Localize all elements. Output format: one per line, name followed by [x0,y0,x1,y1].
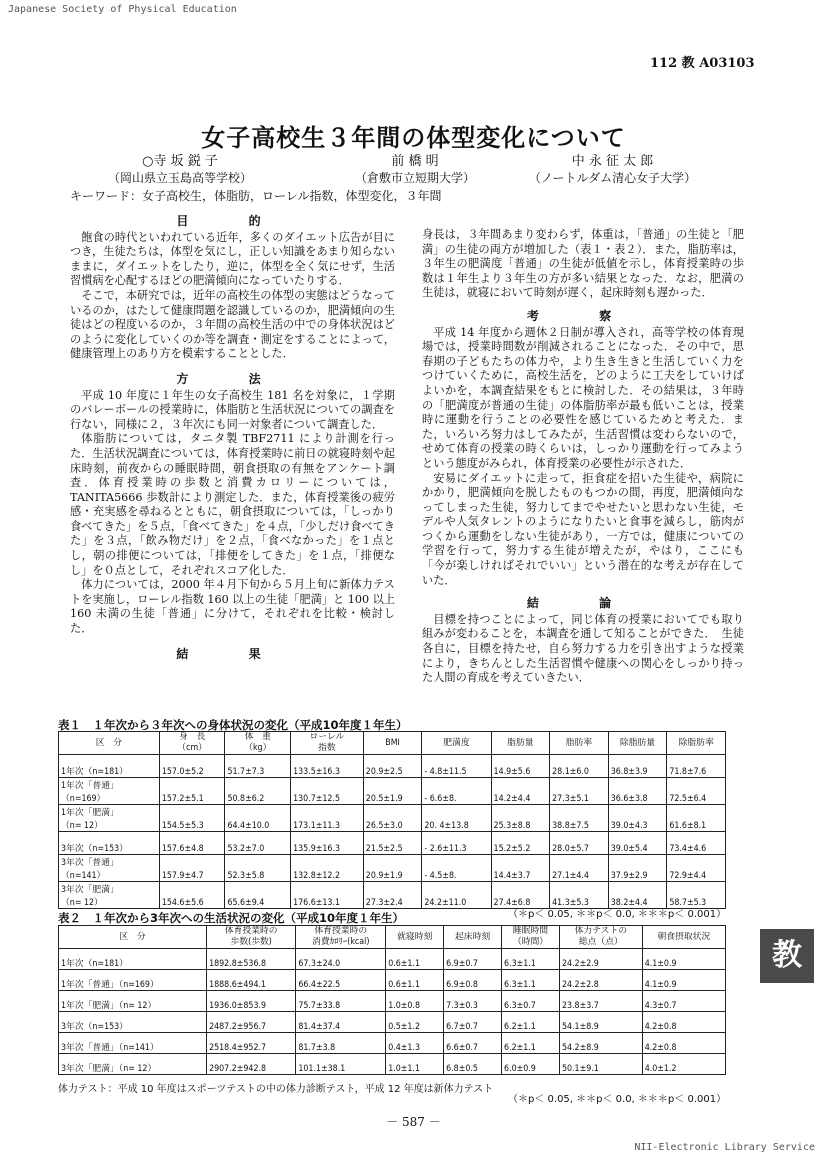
table1 [58,731,726,909]
data-cell: 50.1±9.1 [559,1054,642,1075]
data-cell: 157.0±5.2 [159,755,225,778]
table2-caption: 表２ １年次から3年次への生活状況の変化（平成10年度１年生） [58,911,405,925]
data-cell: 24.2±2.9 [559,949,642,970]
data-cell: 27.3±2.4 [363,882,422,909]
data-cell: 6.3±1.1 [502,949,560,970]
table1-header-cell: 脂肪率 [550,732,609,755]
table-row [59,949,726,970]
table1-header-cell: BMI [363,732,422,755]
data-cell: 50.8±6.2 [225,778,291,805]
data-cell: 4.2±0.8 [642,1033,725,1054]
page-number: － 587 － [386,1115,441,1129]
purpose-paragraph: 飽食の時代といわれている近年，多くのダイエット広告が目につき，生徒たちは，体型を気にし，正しい知識をあまり知らないままに，ダイエットをしたり，逆に，体型を全く気にせず，生活習慣病を心配するほどの肥満傾向になっていたりする． [70,230,395,288]
data-cell: 154.5±5.3 [159,805,225,832]
data-cell: 133.5±16.3 [291,755,364,778]
method-paragraph: 平成 10 年度に１年生の女子高校生 181 名を対象に，１学期のバレーボールの授業時に，体脂肪と生活状況についての調査を行ない，同様に２，３年次にも同一対象者について調査した． [70,388,395,431]
author-3 [505,150,720,186]
data-cell: - 6.6±8. [422,778,491,805]
author-1 [90,150,270,186]
data-cell: 81.7±3.8 [296,1033,386,1054]
row-label: 1年次（n=181） [59,949,207,970]
abstract-code: 112 教 A03103 [650,56,755,71]
data-cell: 6.3±0.7 [502,991,560,1012]
data-cell: - 4.8±11.5 [422,755,491,778]
data-cell: 25.3±8.8 [491,805,550,832]
data-cell: 4.3±0.7 [642,991,725,1012]
data-cell: 6.7±0.7 [444,1012,502,1033]
row-label: 1年次「肥満」（n= 12） [59,991,207,1012]
data-cell: 2907.2±942.8 [207,1054,296,1075]
author-1-affiliation: （岡山県立玉島高等学校） [107,171,252,185]
method-paragraph: 体脂肪については，タニタ製 TBF2711 により計測を行った．生活状況調査については，体育授業時に前日の就寝時刻や起床時刻，前夜からの睡眠時間，朝食摂取の有無をアンケート調査．体育授業時の歩数と消費カロリーについては，TANITA5666 歩数計により測定した．また，体育授業後の疲労感・充実感を尋ねるとともに，朝食摂取については，「しっかり食べてきた」を５点，「食べてきた」を４点，「少しだけ食べてきた」を３点，「飲み物だけ」を２点，「食べなかった」を１点とし，朝の排便については，「排便をしてきた」を１点，「排便なし」を０点として，それぞれスコア化した． [70,432,395,577]
discussion-paragraph: 安易にダイエットに走って，拒食症を招いた生徒や，病院にかかり，肥満傾向を脱したものもつかの間，再度，肥満傾向なってしまった生徒，努力してまでやせたいと思わない生徒，モデルや人気タレントのようになりたいと食事を減らし，筋肉がつくから運動をしない生徒があり，一方では，健康についての学習を行って，努力する生徒が増えたが，やはり，ここにも「今が楽しければそれでいい」という潜在的な考えが存在していた． [422,471,744,587]
data-cell: 4.1±0.9 [642,949,725,970]
purpose-heading: 目 的 [176,214,289,228]
author-2-affiliation: （倉敷市立短期大学） [354,171,475,185]
method-heading: 方 法 [176,371,289,386]
row-label: 3年次「肥満」 （n= 12） [59,882,160,909]
right-column [422,228,744,686]
purpose-paragraph: そこで，本研究では，近年の高校生の体型の実態はどうなっているのか，はたして健康問題を認識しているのか，肥満傾向の生徒はどの程度いるのか，３年間の高校生活の中での身体状況はどのように変化していくのか等を調査・測定をすることによって，健康管理上のあり方を模索することとした． [70,288,395,361]
table-row [59,991,726,1012]
data-cell: 1.0±1.1 [386,1054,444,1075]
data-cell: 28.0±5.7 [550,832,609,855]
table1-header-cell: ローレル 指数 [291,732,364,755]
row-label: 1年次（n=181） [59,755,160,778]
table-row [59,1054,726,1075]
data-cell: 54.1±8.9 [559,1012,642,1033]
table2 [58,925,726,1075]
author-1-name: ○寺 坂 鋭 子 [142,154,218,169]
table-row [59,778,726,805]
table1-header-row [59,732,726,755]
data-cell: 157.6±4.8 [159,832,225,855]
data-cell: 72.9±4.4 [667,855,726,882]
data-cell: 39.0±5.4 [608,832,667,855]
data-cell: 7.3±0.3 [444,991,502,1012]
data-cell: 21.5±2.5 [363,832,422,855]
data-cell: 4.2±0.8 [642,1012,725,1033]
table2-header-cell: 就寝時刻 [386,926,444,949]
data-cell: - 2.6±11.3 [422,832,491,855]
row-label: 1年次「普通」（n=169） [59,970,207,991]
table-row [59,805,726,832]
data-cell: 53.2±7.0 [225,832,291,855]
table-row [59,755,726,778]
row-label: 3年次（n=153） [59,1012,207,1033]
data-cell: 101.1±38.1 [296,1054,386,1075]
data-cell: 14.2±4.4 [491,778,550,805]
table-row [59,970,726,991]
data-cell: 23.8±3.7 [559,991,642,1012]
data-cell: 65.6±9.4 [225,882,291,909]
table1-caption: 表１ １年次から３年次への身体状況の変化（平成10年度１年生） [58,718,408,732]
discussion-heading: 考 察 [526,308,640,323]
data-cell: 20.5±1.9 [363,778,422,805]
data-cell: 20. 4±13.8 [422,805,491,832]
conclusion-heading: 結 論 [526,596,640,611]
keywords: キーワード：女子高校生，体脂肪，ローレル指数，体型変化，３年間 [70,189,442,203]
table1-header-cell: 身 長 （cm） [159,732,225,755]
data-cell: 0.6±1.1 [386,949,444,970]
data-cell: 176.6±13.1 [291,882,364,909]
row-label: 1年次「普通」 （n=169） [59,778,160,805]
data-cell: 1892.8±536.8 [207,949,296,970]
data-cell: 28.1±6.0 [550,755,609,778]
footer-service: NII-Electronic Library Service [634,1142,815,1153]
data-cell: 15.2±5.2 [491,832,550,855]
data-cell: 6.3±1.1 [502,970,560,991]
data-cell: 24.2±11.0 [422,882,491,909]
table2-header-cell: 朝食摂取状況 [642,926,725,949]
table2-header-cell: 起床時刻 [444,926,502,949]
row-label: 3年次（n=153） [59,832,160,855]
data-cell: 0.4±1.3 [386,1033,444,1054]
data-cell: 26.5±3.0 [363,805,422,832]
data-cell: 27.1±4.4 [550,855,609,882]
data-cell: 36.8±3.9 [608,755,667,778]
table-row [59,1012,726,1033]
table2-header-cell: 区 分 [59,926,207,949]
table2-header-cell: 体育授業時の 消費ｶﾛﾘｰ(kcal) [296,926,386,949]
table2-footnote: 体力テスト：平成 10 年度はスポーツテストの中の体力診断テスト，平成 12 年度は新体力テスト [58,1084,494,1095]
method-paragraph: 体力については，2000 年４月下旬から５月上旬に新体力テストを実施し，ローレル指数 160 以上の生徒「肥満」と 100 以上 160 未満の生徒「普通」に分けて，それぞれを比較・検討した． [70,578,395,636]
data-cell: 6.2±1.1 [502,1012,560,1033]
data-cell: 27.4±6.8 [491,882,550,909]
data-cell: 51.7±7.3 [225,755,291,778]
results-heading: 結 果 [176,646,289,661]
row-label: 3年次「普通」（n=141） [59,1033,207,1054]
data-cell: 81.4±37.4 [296,1012,386,1033]
data-cell: 20.9±1.9 [363,855,422,882]
data-cell: 6.0±0.9 [502,1054,560,1075]
data-cell: 157.9±4.7 [159,855,225,882]
data-cell: 4.1±0.9 [642,970,725,991]
row-label: 1年次「肥満」 （n= 12） [59,805,160,832]
data-cell: 2518.4±952.7 [207,1033,296,1054]
data-cell: 37.9±2.9 [608,855,667,882]
data-cell: 6.8±0.5 [444,1054,502,1075]
data-cell: 38.8±7.5 [550,805,609,832]
data-cell: 2487.2±956.7 [207,1012,296,1033]
table2-significance-note: （＊p＜ 0.05, ＊＊p＜ 0.0, ＊＊＊p＜ 0.001） [508,1094,727,1105]
table2-header-cell: 体育授業時の 歩数(歩数) [207,926,296,949]
data-cell: 14.4±3.7 [491,855,550,882]
data-cell: 6.9±0.7 [444,949,502,970]
row-label: 3年次「普通」 （n=141） [59,855,160,882]
data-cell: 130.7±12.5 [291,778,364,805]
table1-header-cell: 体 重 （kg） [225,732,291,755]
section-tab: 教 [760,929,814,983]
data-cell: 0.6±1.1 [386,970,444,991]
data-cell: 1888.6±494.1 [207,970,296,991]
table1-header-cell: 肥満度 [422,732,491,755]
table1-header-cell: 区 分 [59,732,160,755]
table1-header-cell: 脂肪量 [491,732,550,755]
left-column [70,210,395,663]
table2-header-cell: 睡眠時間 （時間） [502,926,560,949]
author-2-name: 前 橋 明 [391,154,439,169]
data-cell: 36.6±3.8 [608,778,667,805]
data-cell: 67.3±24.0 [296,949,386,970]
data-cell: 24.2±2.8 [559,970,642,991]
table2-header-row [59,926,726,949]
data-cell: 64.4±10.0 [225,805,291,832]
row-label: 3年次「肥満」（n= 12） [59,1054,207,1075]
table1-header-cell: 除脂肪量 [608,732,667,755]
data-cell: 6.6±0.7 [444,1033,502,1054]
data-cell: 61.6±8.1 [667,805,726,832]
data-cell: 39.0±4.3 [608,805,667,832]
table1-header-cell: 除脂肪率 [667,732,726,755]
data-cell: 132.8±12.2 [291,855,364,882]
data-cell: 41.3±5.3 [550,882,609,909]
society-header: Japanese Society of Physical Education [8,4,237,15]
discussion-paragraph: 平成 14 年度から週休２日制が導入され，高等学校の体育現場では，授業時間数が削減されることになった．その中で，思春期の子どもたちの体力や，より生き生きと生活していく力をつけていくために，高校生活を，どのように工夫をしていけばよいかを，本調査結果をもとに検討した．その結果は，３年時の「肥満度が普通の生徒」の体脂肪率が最も低いことは，授業時に運動を行うことの必要性を感じているためと考えた．また，いろいろ努力はしてみたが，生活習慣は変わらないので，せめて体育の授業の時くらいは，しっかり運動を行ってみようという態度がみられ，体育授業の必要性が示された． [422,325,744,470]
author-3-name: 中 永 征 太 郎 [571,154,654,169]
data-cell: 135.9±16.3 [291,832,364,855]
data-cell: 173.1±11.3 [291,805,364,832]
data-cell: 52.3±5.8 [225,855,291,882]
table1-significance-note: （＊p＜ 0.05, ＊＊p＜ 0.0, ＊＊＊p＜ 0.001） [508,909,727,920]
data-cell: 73.4±4.6 [667,832,726,855]
data-cell: 154.6±5.6 [159,882,225,909]
data-cell: 4.0±1.2 [642,1054,725,1075]
data-cell: 14.9±5.6 [491,755,550,778]
data-cell: - 4.5±8. [422,855,491,882]
table2-header-cell: 体力テストの 総点（点） [559,926,642,949]
data-cell: 66.4±22.5 [296,970,386,991]
data-cell: 1936.0±853.9 [207,991,296,1012]
results-paragraph: 身長は，３年間あまり変わらず，体重は，「普通」の生徒と「肥満」の生徒の両方が増加した（表１・表２）．また，脂肪率は，３年生の肥満度「普通」の生徒が低値を示し，体育授業時の歩数は１年生より３年生の方が多い結果となった．なお，肥満の生徒は，就寝において時刻が遅く，起床時刻も遅かった． [422,228,744,300]
conclusion-paragraph: 目標を持つことによって，同じ体育の授業においてでも取り組みが変わることを，本調査を通して知ることができた． 生徒各自に，目標を持たせ，自ら努力する力を引き出すような授業により，きちんとした生活習慣や健康への関心をしっかり持った人間の育成を考えていきたい． [422,612,744,685]
author-2 [330,150,500,186]
data-cell: 75.7±33.8 [296,991,386,1012]
table-row [59,855,726,882]
data-cell: 72.5±6.4 [667,778,726,805]
paper-title: 女子高校生３年間の体型変化について [201,123,626,152]
data-cell: 6.2±1.1 [502,1033,560,1054]
data-cell: 58.7±5.3 [667,882,726,909]
data-cell: 6.9±0.8 [444,970,502,991]
data-cell: 0.5±1.2 [386,1012,444,1033]
data-cell: 20.9±2.5 [363,755,422,778]
data-cell: 27.3±5.1 [550,778,609,805]
table-row [59,832,726,855]
table-row [59,1033,726,1054]
data-cell: 71.8±7.6 [667,755,726,778]
data-cell: 157.2±5.1 [159,778,225,805]
author-3-affiliation: （ノートルダム清心女子大学） [528,171,697,185]
data-cell: 1.0±0.8 [386,991,444,1012]
data-cell: 38.2±4.4 [608,882,667,909]
data-cell: 54.2±8.9 [559,1033,642,1054]
